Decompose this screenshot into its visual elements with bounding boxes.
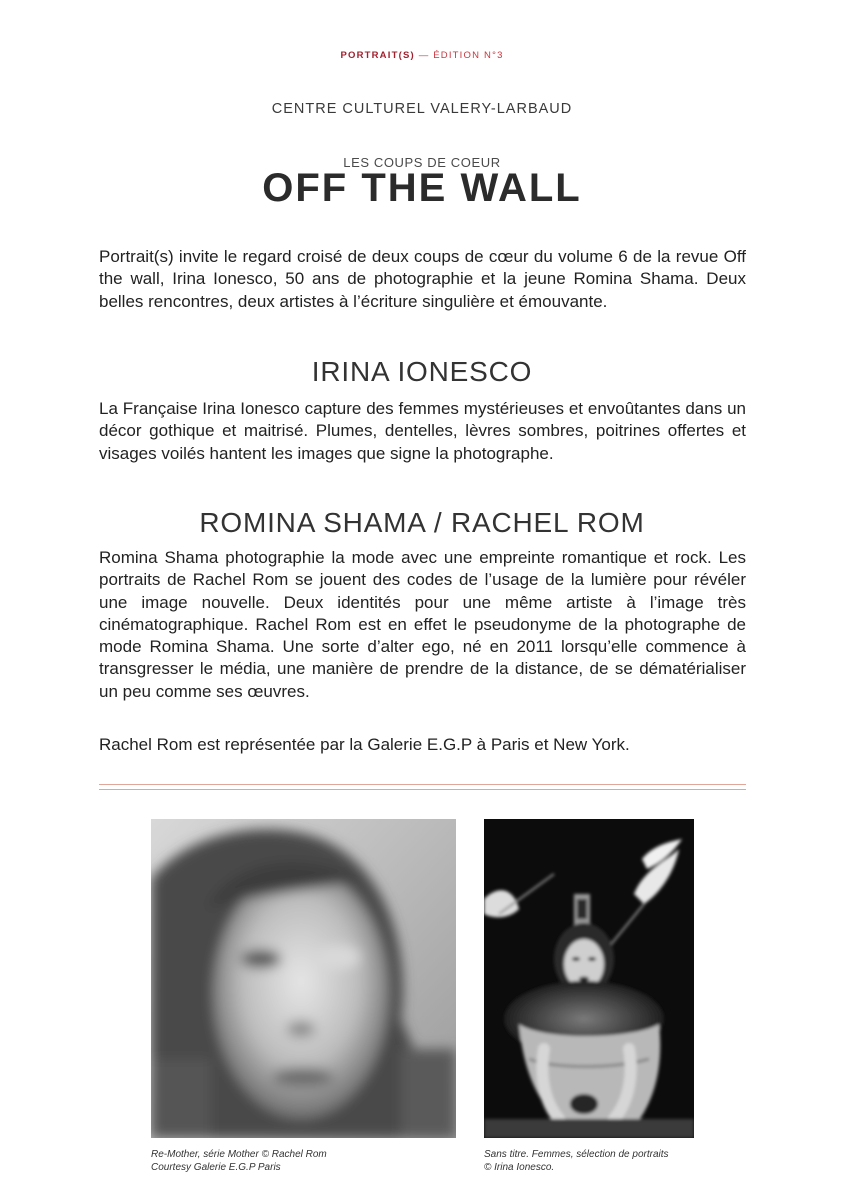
header-brand: PORTRAIT(S) xyxy=(340,50,415,61)
divider-rule-bottom xyxy=(99,789,746,790)
header-edition: — ÉDITION N°3 xyxy=(414,50,504,61)
caption-sans-titre-line2: © Irina Ionesco. xyxy=(484,1162,555,1173)
divider-rule-top xyxy=(99,784,746,785)
page-title: OFF THE WALL xyxy=(262,166,582,210)
caption-sans-titre xyxy=(484,1148,744,1174)
romina-shama-paragraph: Romina Shama photographie la mode avec une empreinte romantique et rock. Les portraits de Rachel Rom se jouent des codes de l’usage de la lumière pour révéler une image nouvelle. Deux identités pour une même artiste à l’image très cinématographique. Rachel Rom est en effet le pseudonyme de la photographe de mode Romina Shama. Une sorte d’alter ego, né en 2011 lorsqu’elle commence à transgresser le média, une manière de prendre de la distance, de se dématérialiser un peu comme ses œuvres. xyxy=(99,548,746,701)
irina-ionesco-paragraph: La Française Irina Ionesco capture des femmes mystérieuses et envoûtantes dans un décor gothique et maitrisé. Plumes, dentelles, lèvres sombres, poitrines offertes et visages voilés hantent les images que signe la photographe. xyxy=(99,399,746,463)
caption-sans-titre-line1: Sans titre. Femmes, sélection de portraits xyxy=(484,1149,669,1160)
section-title-irina-ionesco: IRINA IONESCO xyxy=(311,356,533,387)
intro-paragraph: Portrait(s) invite le regard croisé de deux coups de cœur du volume 6 de la revue Off the wall, Irina Ionesco, 50 ans de photographie et la jeune Romina Shama. Deux belles rencontres, deux artistes à l’écriture singulière et émouvante. xyxy=(99,247,746,311)
photo-re-mother xyxy=(151,819,456,1138)
section-title-romina-shama: ROMINA SHAMA / RACHEL ROM xyxy=(199,507,645,538)
caption-re-mother-line1: Re-Mother, série Mother © Rachel Rom xyxy=(151,1149,327,1160)
kicker: LES COUPS DE COEUR xyxy=(343,155,501,170)
running-header xyxy=(0,50,844,61)
gallery-note: Rachel Rom est représentée par la Galerie E.G.P à Paris et New York. xyxy=(99,735,630,754)
venue-name: CENTRE CULTUREL VALERY-LARBAUD xyxy=(271,101,573,117)
photo-sans-titre-femmes xyxy=(484,819,694,1138)
caption-re-mother xyxy=(151,1148,456,1174)
caption-re-mother-line2: Courtesy Galerie E.G.P Paris xyxy=(151,1162,281,1173)
